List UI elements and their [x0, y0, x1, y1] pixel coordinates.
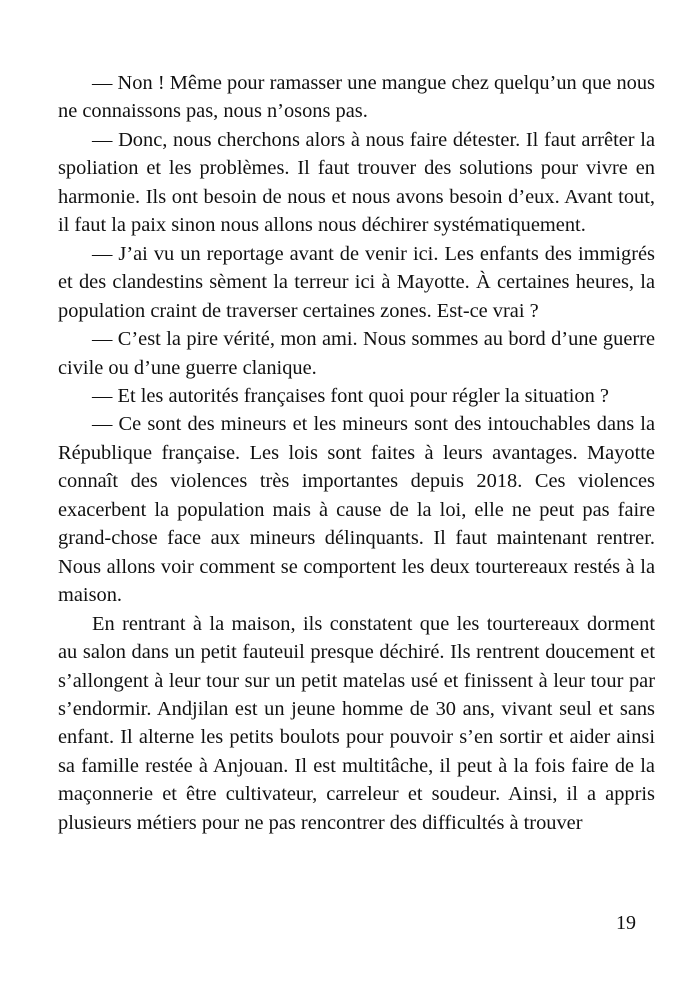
dialogue-paragraph: — C’est la pire vérité, mon ami. Nous sommes au bord d’une guerre civile ou d’une guerre clanique.	[58, 328, 655, 379]
dialogue-paragraph: — Non ! Même pour ramasser une mangue chez quelqu’un que nous ne connaissons pas, nous n’osons pas.	[58, 72, 655, 123]
dialogue-paragraph: — J’ai vu un reportage avant de venir ici. Les enfants des immigrés et des clandestins sèment la terreur ici à Mayotte. À certaines heures, la population craint de traverser certaines zones. Est-ce vrai ?	[58, 242, 655, 322]
body-text	[58, 69, 655, 837]
dialogue-paragraph: — Et les autorités françaises font quoi pour régler la situation ?	[92, 384, 609, 407]
dialogue-paragraph: — Ce sont des mineurs et les mineurs sont des intouchables dans la République française. Les lois sont faites à leurs avantages. Mayotte connaît des violences très importantes depuis 2018. Ces violences exacerbent la population mais à cause de la loi, elle ne peut pas faire grand-chose face aux mineurs délinquants. Il faut maintenant rentrer. Nous allons voir comment se comportent les deux tourtereaux restés à la maison.	[58, 413, 655, 607]
page-number: 19	[616, 912, 636, 934]
dialogue-paragraph: — Donc, nous cherchons alors à nous faire détester. Il faut arrêter la spoliation et les problèmes. Il faut trouver des solutions pour vivre en harmonie. Ils ont besoin de nous et nous avons besoin d’eux. Avant tout, il faut la paix sinon nous allons nous déchirer systématiquement.	[58, 128, 655, 237]
narrative-paragraph: En rentrant à la maison, ils constatent que les tourtereaux dorment au salon dans un petit fauteuil presque déchiré. Ils rentrent doucement et s’allongent à leur tour sur un petit matelas usé et finissent à leur tour par s’endormir. Andjilan est un jeune homme de 30 ans, vivant seul et sans enfant. Il alterne les petits boulots pour pouvoir s’en sortir et aider ainsi sa famille restée à Anjouan. Il est multitâche, il peut à la fois faire de la maçonnerie et être cultivateur, carreleur et soudeur. Ainsi, il a appris plusieurs métiers pour ne pas rencontrer des difficultés à trouver	[58, 612, 655, 834]
